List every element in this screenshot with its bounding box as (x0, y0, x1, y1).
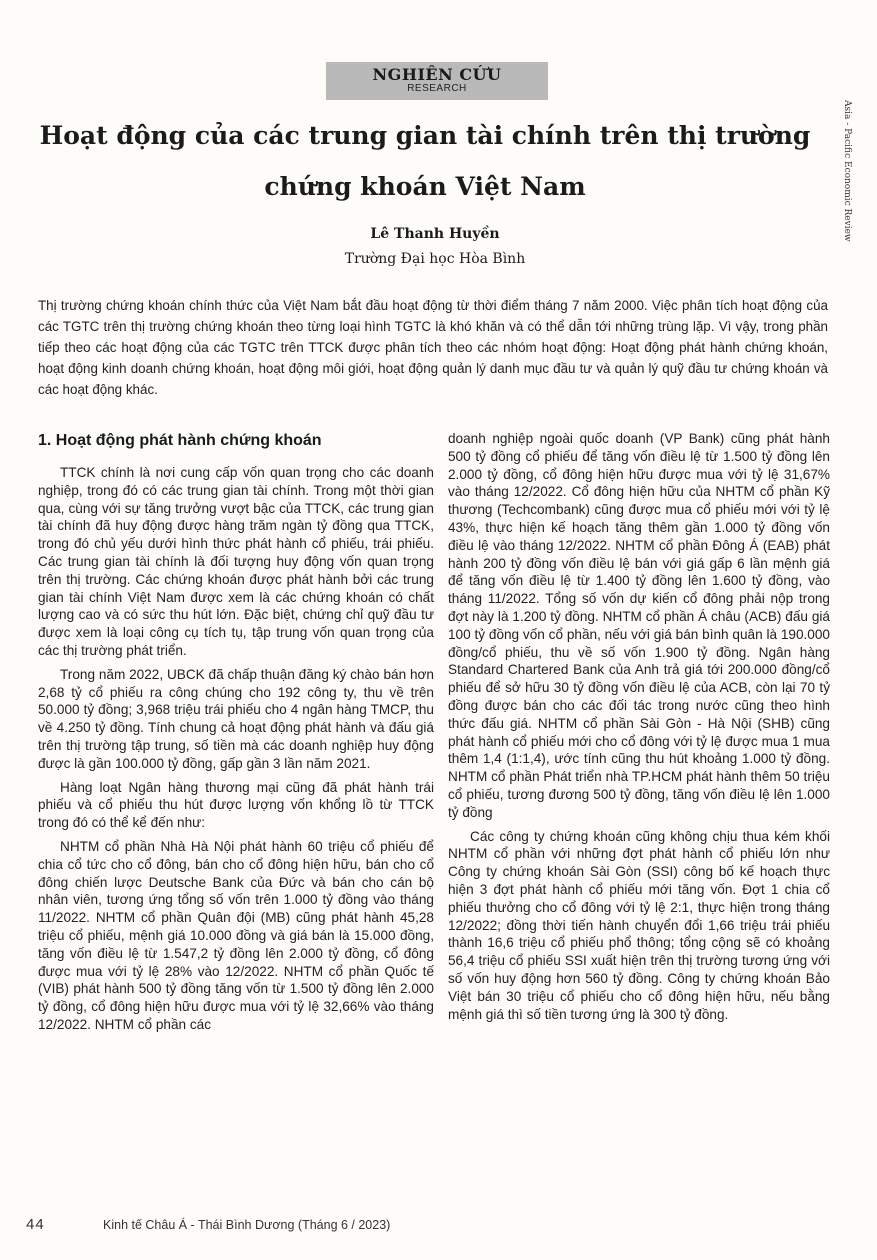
paragraph: Trong năm 2022, UBCK đã chấp thuận đăng ký chào bán hơn 2,68 tỷ cổ phiếu ra công chúng cho 192 công ty, thu về trên 50.000 tỷ đồng; 3,968 triệu trái phiếu cho 4 ngân hàng TMCP, thu về 4.250 tỷ đồng. Tính chung cả hoạt động phát hành và đấu giá trên thị trường tập trung, số tiền mà các doanh nghiệp huy động được là gần 100.000 tỷ đồng, gấp gần 3 lần năm 2021. (38, 666, 434, 771)
section-tag (326, 62, 548, 100)
section-label: NGHIÊN CỨU (372, 65, 502, 84)
left-column (38, 428, 434, 1040)
article-title: Hoạt động của các trung gian tài chính trên thị trường chứng khoán Việt Nam (39, 121, 811, 201)
paragraph: Các công ty chứng khoán cũng không chịu thua kém khối NHTM cổ phần với những đợt phát hành cổ phiếu lớn như Công ty chứng khoán Sài Gòn (SSI) công bố kế hoạch thực hiện 3 đợt phát hành cổ phiếu mới tăng vốn. Đợt 1 chia cổ phiếu thưởng cho cổ đông với tỷ lệ 2:1, thực hiện trong tháng 12/2022; đồng thời tiến hành chuyển đổi 1,66 triệu trái phiếu thành 16,6 triệu cổ phiếu phổ thông; tổng cộng sẽ có khoảng 56,4 triệu cổ phiếu SSI xuất hiện trên thị trường tương ứng với số vốn huy động hơn 560 tỷ đồng. Công ty chứng khoán Bảo Việt bán 30 triệu cổ phiếu cho cổ đông hiện hữu, nếu bằng mệnh giá thì số tiền tương ứng là 300 tỷ đồng. (448, 828, 830, 1022)
paragraph: Hàng loạt Ngân hàng thương mại cũng đã phát hành trái phiếu và cổ phiếu thu hút được lượng vốn khổng lồ từ TTCK trong đó có thể kể đến như: (38, 779, 434, 831)
paragraph: doanh nghiệp ngoài quốc doanh (VP Bank) cũng phát hành 500 tỷ đồng cổ phiếu để tăng vốn điều lệ từ 1.500 tỷ đồng lên 2.000 tỷ đồng, cổ đông hiện hữu được mua với tỷ lệ 31,67% vào tháng 12/2022. Cổ đông hiện hữu của NHTM cổ phần Kỹ thương (Techcombank) cũng được mua cổ phiếu mới với tỷ lệ 43%, thực hiện kế hoạch tăng thêm gần 1.000 tỷ đồng vốn điều lệ vào tháng 12/2022. NHTM cổ phần Đông Á (EAB) phát hành 200 tỷ đồng vốn điều lệ bán với giá gấp 6 lần mệnh giá để tăng vốn điều lệ từ 1.400 tỷ đồng lên 1.600 tỷ đồng, vào tháng 11/2022. Tổng số vốn dự kiến cổ đông phải nộp trong đợt này là 1.200 tỷ đồng. NHTM cổ phần Á châu (ACB) đấu giá 100 tỷ đồng vốn cổ phần, nếu với giá bán bình quân là 190.000 đồng/cổ phiếu, thu về số vốn 1.900 tỷ đồng. Ngân hàng Standard Chartered Bank của Anh trả giá tới 200.000 đồng/cổ phiếu để sở hữu 30 tỷ đồng vốn điều lệ của ACB, còn lại 70 tỷ đồng được bán cho các đối tác trong nước cũng theo hình thức đấu giá. NHTM cổ phần Sài Gòn - Hà Nội (SHB) cũng phát hành cổ phiếu mới cho cổ đông với tỷ lệ được mua 1 mua thêm 1,4 (1:1,4), ước tính cũng thu hút khoảng 1.000 tỷ đồng. NHTM cổ phần Phát triển nhà TP.HCM phát hành thêm 50 triệu cổ phiếu, tương đương 500 tỷ đồng, tăng vốn điều lệ lên 1.000 tỷ đồng (448, 431, 830, 820)
paragraph: TTCK chính là nơi cung cấp vốn quan trọng cho các doanh nghiệp, trong đó có các trung gian tài chính. Trong một thời gian qua, cùng với sự tăng trưởng vượt bậc của TTCK, các trung gian tài chính đã huy động được hàng trăm ngàn tỷ đồng qua TTCK, trong đó chủ yếu dưới hình thức phát hành cổ phiếu, trái phiếu. Các trung gian tài chính là đối tượng huy động vốn quan trọng trên thị trường. Các chứng khoán được phát hành bởi các trung gian tài chính Việt Nam được xem là các chứng khoán có chất lượng cao và có sức thu hút lớn. Đặc biệt, chứng chỉ quỹ đầu tư được xem là loại công cụ tích tụ, tập trung vốn quan trọng của các thị trường phát triển. (38, 465, 434, 658)
author-affiliation: Trường Đại học Hòa Bình (344, 251, 526, 267)
abstract: Thị trường chứng khoán chính thức của Việt Nam bắt đầu hoạt động từ thời điểm tháng 7 năm 2000. Việc phân tích hoạt động của các TGTC trên thị trường chứng khoán theo từng loại hình TGTC là khó khăn và có thể dẫn tới những trùng lặp. Vì vậy, trong phần tiếp theo các hoạt động của các TGTC trên TTCK được phân tích theo các nhóm hoạt động: Hoạt động phát hành chứng khoán, hoạt động kinh doanh chứng khoán, hoạt động môi giới, hoạt động quản lý danh mục đầu tư và quản lý quỹ đầu tư chứng khoán và các hoạt động khác. (38, 298, 828, 397)
author-name: Lê Thanh Huyền (370, 226, 500, 242)
right-column (448, 430, 830, 1029)
section-label-english: RESEARCH (407, 83, 467, 94)
section-heading: 1. Hoạt động phát hành chứng khoán (38, 432, 322, 449)
side-journal-name: Asia - Pacific Economic Review (842, 100, 852, 242)
page-number: 44 (26, 1216, 45, 1233)
paragraph: NHTM cổ phần Nhà Hà Nội phát hành 60 triệu cổ phiếu để chia cổ tức cho cổ đông, bán cho cổ đông hiện hữu, bán cho cổ đông chiến lược Deutsche Bank của Đức và bán cho cán bộ nhân viên, tương ứng tổng số vốn trên 1.000 tỷ đồng vào tháng 11/2022. NHTM cổ phần Quân đội (MB) cũng phát hành 45,28 triệu cổ phiếu, mệnh giá 10.000 đồng và giá bán là 15.000 đồng, tăng vốn điều lệ từ 1.547,2 tỷ đồng lên 2.000 tỷ đồng, cổ đông được mua với tỷ lệ 28% vào 12/2022. NHTM cổ phần Quốc tế (VIB) phát hành 500 tỷ đồng tăng vốn từ 1.500 tỷ đồng lên 2.000 tỷ đồng, cổ đông hiện hữu được mua với tỷ lệ 32,66% vào tháng 12/2022. NHTM cổ phần các (38, 838, 434, 1032)
footer-journal: Kinh tế Châu Á - Thái Bình Dương (Tháng 6 / 2023) (103, 1218, 391, 1232)
